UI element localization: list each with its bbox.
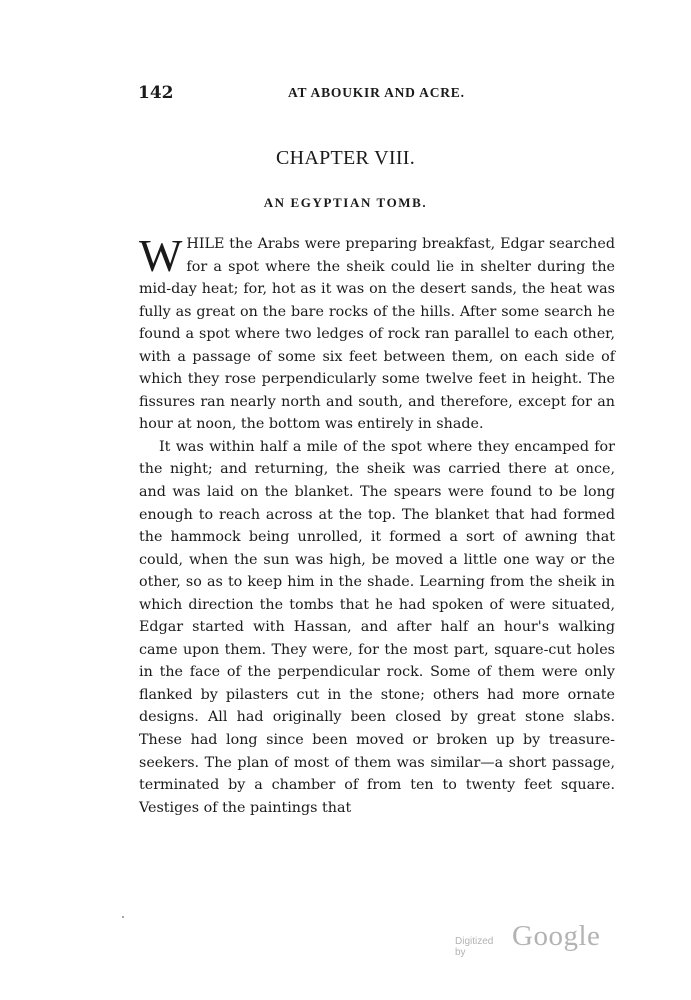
chapter-subtitle: AN EGYPTIAN TOMB. [263,195,428,210]
body-text [139,230,615,819]
paragraph-1-text: HILE the Arabs were preparing breakfast, Edgar searched for a spot where the sheik could lie in shelter during the mid-day heat; for, hot as it was on the desert sands, the heat was fully as great on the bare rocks of the hills. After some search he found a spot where two ledges of rock ran parallel to each other, with a passage of some six feet between them, on each side of which they rose perpendicularly some twelve feet in height. The fissures ran nearly north and south, and therefore, except for an hour at noon, the bottom was entirely in shade. [139,236,615,433]
watermark-prefix: Digitized by [455,936,494,958]
chapter-title: CHAPTER VIII. [275,147,416,169]
paragraph-2: It was within half a mile of the spot where they encamped for the night; and returning, the sheik was carried there at once, and was laid on the blanket. The spears were found to be long enough to reach across at the top. The blanket that had formed the hammock being unrolled, it formed a sort of awning that could, when the sun was high, be moved a little one way or the other, so as to keep him in the shade. Learning from the sheik in which direction the tombs that he had spoken of were situated, Edgar started with Hassan, and after half an hour's walking came upon them. They were, for the most part, square-cut holes in the face of the perpendicular rock. Some of them were only flanked by pilasters cut in the stone; others had more ornate designs. All had originally been closed by great stone slabs. These had long since been moved or broken up by treasure-seekers. The plan of most of them was similar—a short passage, terminated by a chamber of from ten to twenty feet square. Vestiges of the paintings that [139,438,615,816]
watermark-logo: Google [512,920,601,952]
page-number: 142 [138,83,174,103]
scan-speck [122,916,124,918]
running-head [138,83,614,103]
running-title: AT ABOUKIR AND ACRE. [288,85,465,100]
paragraph-1 [139,230,615,436]
drop-cap: W [139,230,183,281]
